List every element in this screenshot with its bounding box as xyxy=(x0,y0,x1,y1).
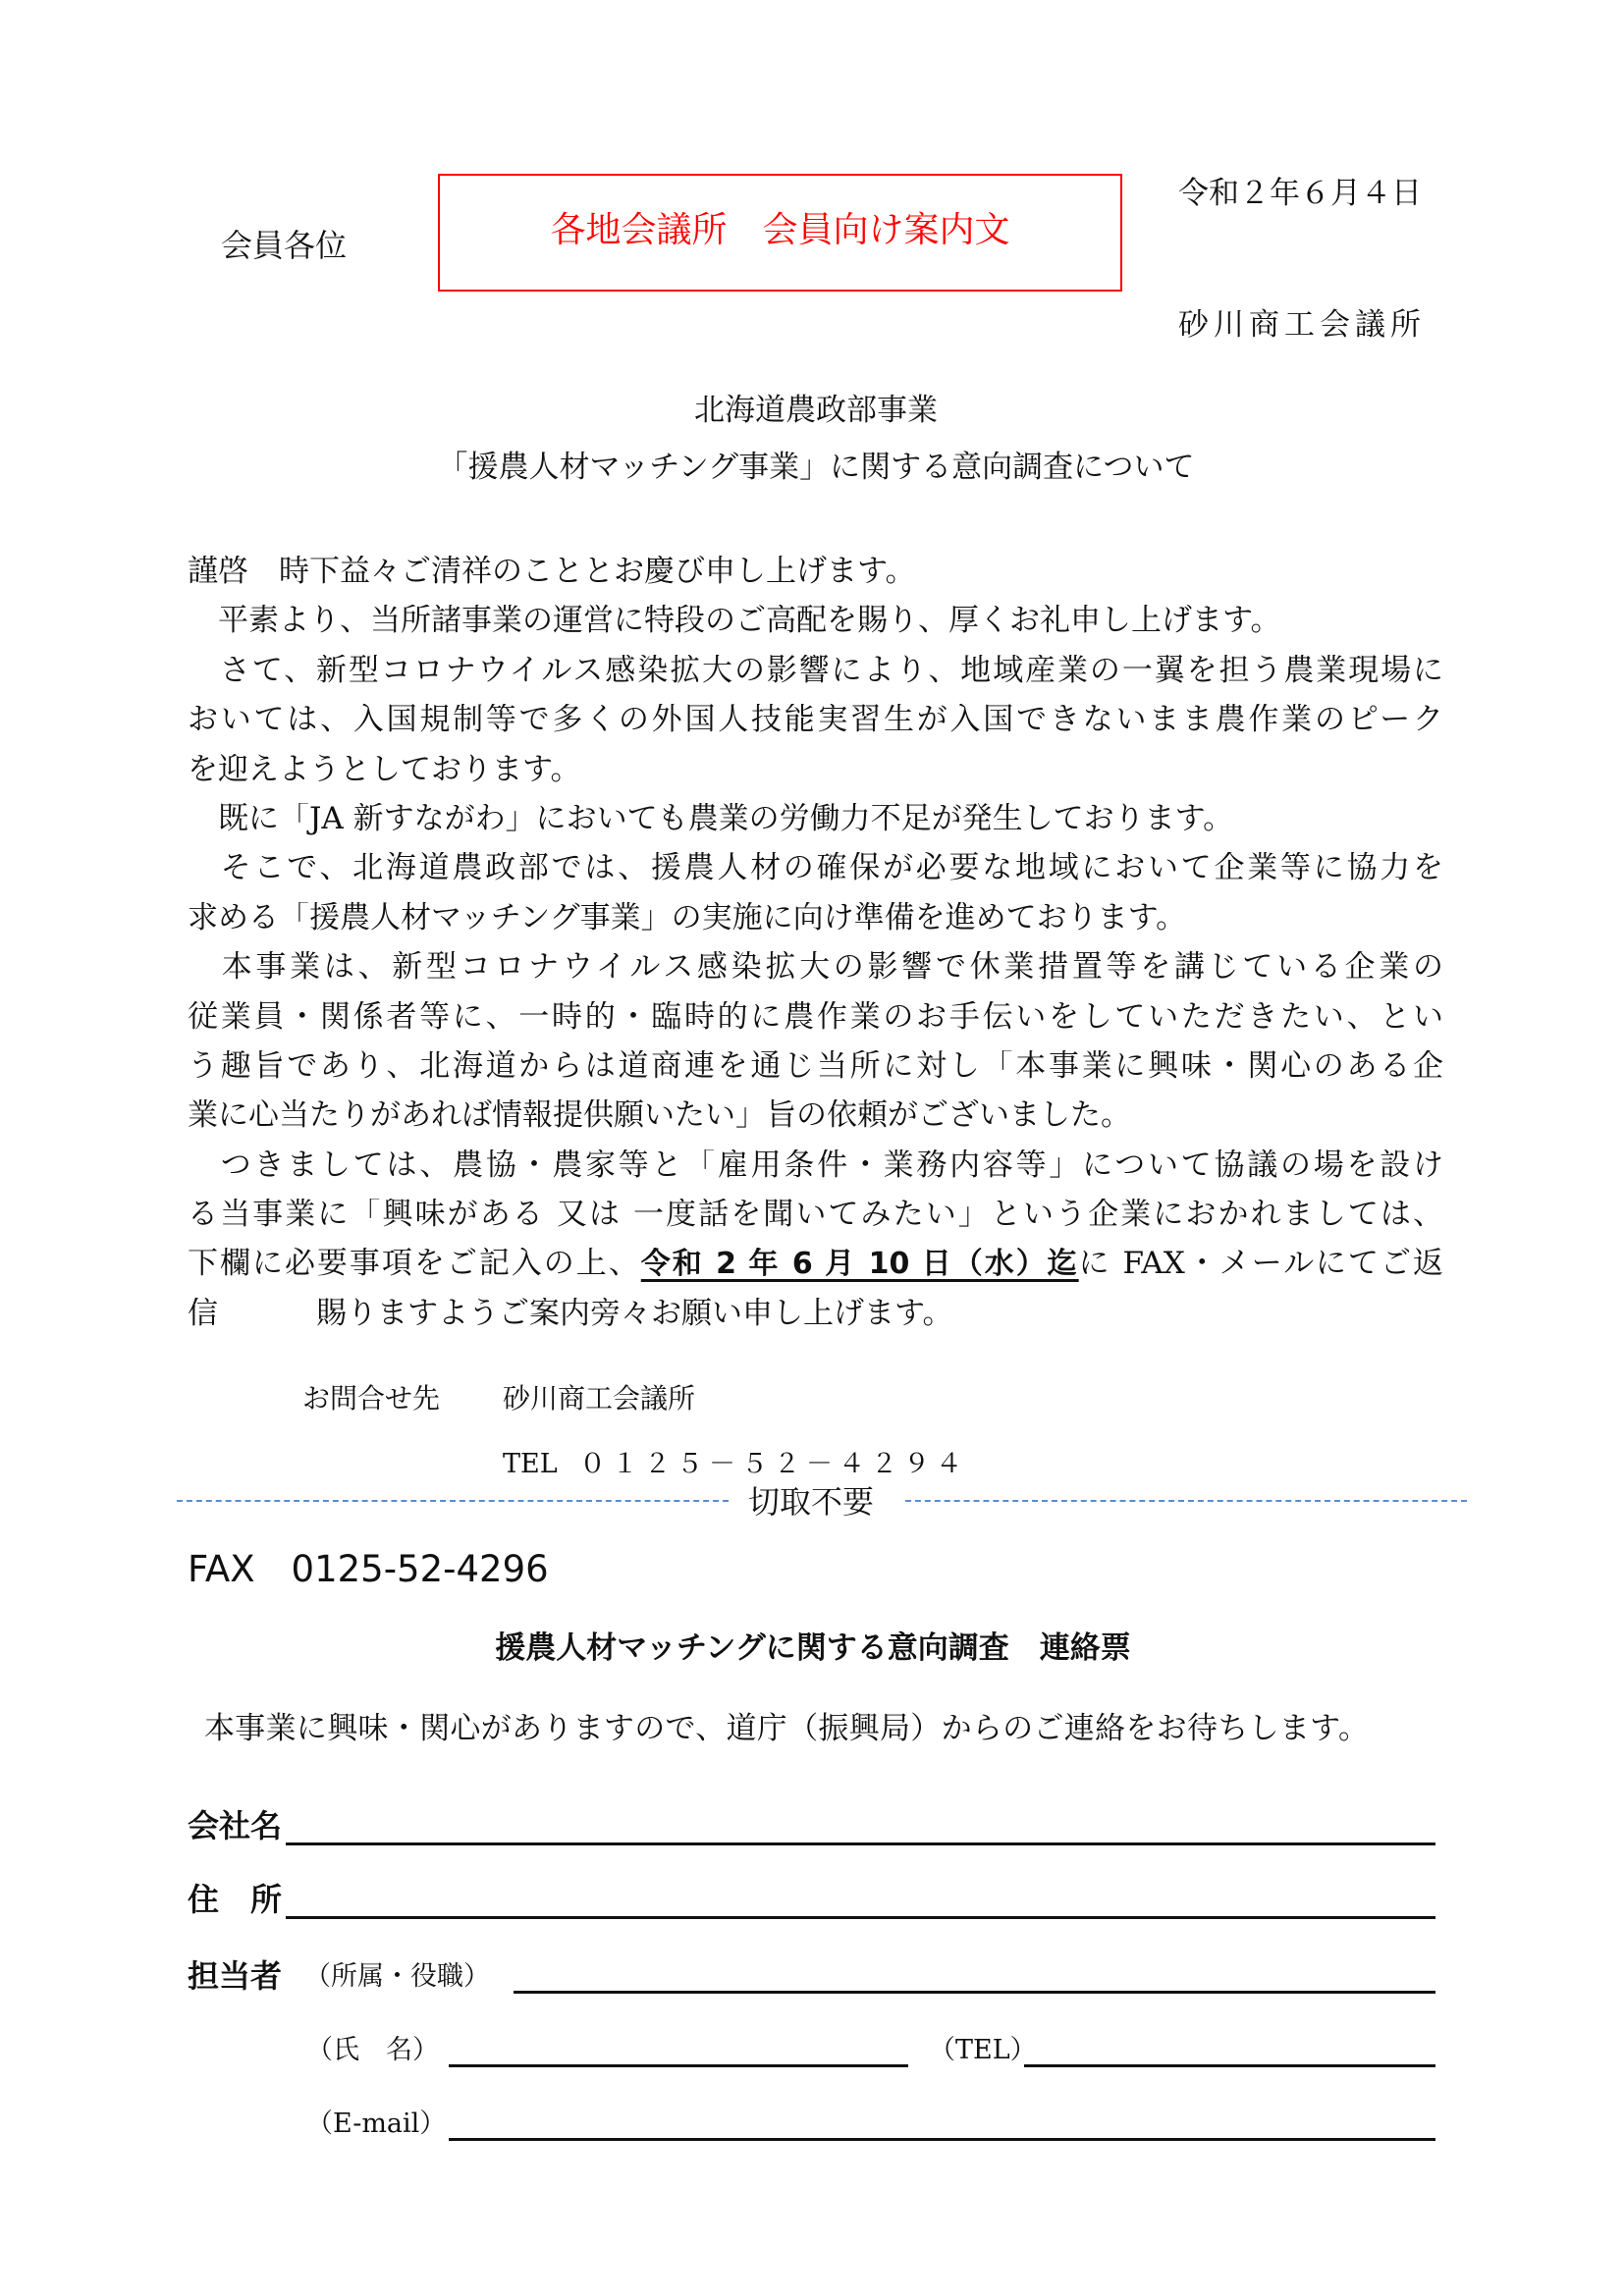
body-line: 謹啓 時下益々ご清祥のこととお慶び申し上げます。 xyxy=(188,556,916,589)
body-line: 本事業は、新型コロナウイルス感染拡大の影響で休業措置等を講じている企業の xyxy=(188,951,1443,986)
tel-label: （TEL） xyxy=(929,2035,1037,2065)
department-title-label: （所属・役職） xyxy=(304,1961,490,1992)
cut-line-left xyxy=(177,1500,729,1502)
body-line: を迎えようとしております。 xyxy=(188,753,581,787)
closing-rest: 賜りますようご案内旁々お願い申し上げます。 xyxy=(316,1297,953,1331)
body-line: 業に心当たりがあれば情報提供願いたい」旨の依頼がございました。 xyxy=(188,1099,1131,1134)
deadline-date: 令和 2 年 6 月 10 日（水）迄 xyxy=(640,1248,1079,1282)
address-field[interactable] xyxy=(286,1916,1435,1919)
contact-person-label: 担当者 xyxy=(188,1957,283,1995)
form-notice: 本事業に興味・関心がありますので、道庁（振興局）からのご連絡をお待ちします。 xyxy=(204,1711,1370,1746)
body-line: おいては、入国規制等で多くの外国人技能実習生が入国できないまま農作業のピーク xyxy=(188,704,1443,738)
addressee: 会員各位 xyxy=(221,227,348,264)
inquiry-label: お問合せ先 xyxy=(302,1382,441,1415)
body-line: 既に「JA 新すながわ」においても農業の労働力不足が発生しております。 xyxy=(188,802,1234,836)
body-line-closing xyxy=(188,1298,1443,1347)
name-label: （氏 名） xyxy=(306,2035,439,2065)
department-title-field[interactable] xyxy=(514,1991,1435,1994)
deadline-suffix: に FAX・メールにてご返 xyxy=(1078,1248,1443,1282)
body-line: つきましては、農協・農家等と「雇用条件・業務内容等」について協議の場を設け xyxy=(188,1148,1443,1183)
inquiry-tel-label: TEL xyxy=(503,1449,558,1479)
body-line-deadline xyxy=(188,1248,1443,1297)
fax-number: FAX 0125-52-4296 xyxy=(188,1548,549,1590)
body-line: さて、新型コロナウイルス感染拡大の影響により、地域産業の一翼を担う農業現場に xyxy=(188,654,1443,688)
document-date: 令和２年６月４日 xyxy=(1178,176,1422,211)
address-label: 住 所 xyxy=(188,1881,283,1918)
company-name-label: 会社名 xyxy=(188,1807,283,1844)
deadline-prefix: 下欄に必要事項をご記入の上、 xyxy=(188,1248,641,1282)
email-field[interactable] xyxy=(449,2138,1435,2141)
notice-box xyxy=(438,174,1122,292)
letter-body xyxy=(188,556,1443,1347)
body-line: そこで、北海道農政部では、援農人材の確保が必要な地域において企業等に協力を xyxy=(188,852,1443,886)
inquiry-organization: 砂川商工会議所 xyxy=(503,1382,696,1415)
body-line: 平素より、当所諸事業の運営に特段のご高配を賜り、厚くお礼申し上げます。 xyxy=(188,605,1281,639)
closing-start: 信 xyxy=(188,1297,218,1331)
inquiry-tel-number: ０１２５－５２－４２９４ xyxy=(579,1449,968,1479)
body-line: 求める「援農人材マッチング事業」の実施に向け準備を進めております。 xyxy=(188,901,1187,935)
cut-line-label: 切取不要 xyxy=(748,1483,875,1521)
body-line: る当事業に「興味がある 又は 一度話を聞いてみたい」という企業におかれましては、 xyxy=(188,1199,1443,1233)
company-name-field[interactable] xyxy=(286,1842,1435,1845)
sender-name: 砂川商工会議所 xyxy=(1178,307,1426,343)
form-title: 援農人材マッチングに関する意向調査 連絡票 xyxy=(495,1630,1131,1666)
tel-field[interactable] xyxy=(1024,2064,1435,2067)
notice-box-title: 各地会議所 会員向け案内文 xyxy=(550,210,1010,250)
heading-subject: 「援農人材マッチング事業」に関する意向調査について xyxy=(437,450,1195,485)
body-line: う趣旨であり、北海道からは道商連を通じ当所に対し「本事業に興味・関心のある企 xyxy=(188,1049,1443,1084)
heading-program: 北海道農政部事業 xyxy=(694,393,938,428)
body-line: 従業員・関係者等に、一時的・臨時的に農作業のお手伝いをしていただきたい、とい xyxy=(188,1000,1443,1035)
cut-line-right xyxy=(905,1500,1467,1502)
email-label: （E-mail） xyxy=(306,2109,447,2139)
name-field[interactable] xyxy=(449,2064,908,2067)
